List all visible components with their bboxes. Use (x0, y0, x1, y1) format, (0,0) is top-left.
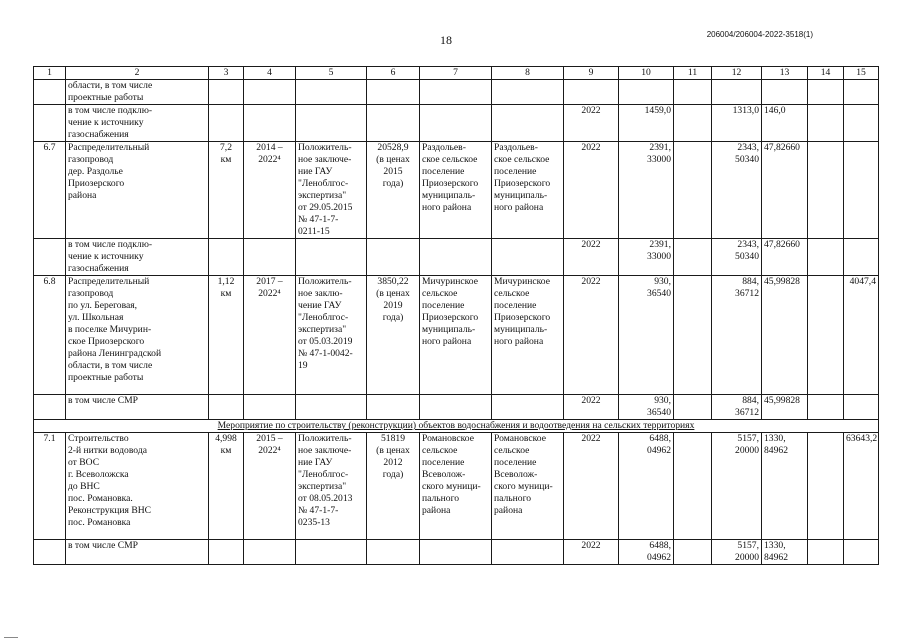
table-cell: 1313,0 (712, 105, 762, 142)
table-cell (296, 239, 367, 276)
section-row (34, 420, 879, 433)
table-cell (808, 433, 844, 540)
table-cell: 45,99828 (762, 276, 808, 395)
table-cell (674, 395, 712, 420)
header-cell: 14 (808, 67, 844, 80)
header-cell: 3 (209, 67, 244, 80)
header-cell: 2 (66, 67, 209, 80)
table-cell: 930, 36540 (619, 395, 674, 420)
table-cell: 2022 (564, 395, 619, 420)
table-cell: 884, 36712 (712, 276, 762, 395)
table-cell: 1459,0 (619, 105, 674, 142)
table-cell (674, 276, 712, 395)
table-cell (209, 80, 244, 105)
table-cell: в том числе СМР (66, 395, 209, 420)
table-cell: 6.7 (34, 142, 66, 239)
table-cell (244, 395, 296, 420)
table-cell (492, 80, 564, 105)
header-cell: 1 (34, 67, 66, 80)
table-cell: 2022 (564, 105, 619, 142)
table-cell: 45,99828 (762, 395, 808, 420)
table-cell: Распределительный газопровод дер. Раздолье Приозерского района (66, 142, 209, 239)
table-cell (34, 105, 66, 142)
table-cell: Положитель- ное заключе- ние ГАУ "Леноблгос- экспертиза" от 29.05.2015 № 47-1-7- 0211-15 (296, 142, 367, 239)
table-cell (674, 433, 712, 540)
table-cell: 5157, 20000 (712, 433, 762, 540)
table-cell: Романовское сельское поселение Всеволож- ского муници- пального района (420, 433, 492, 540)
table-cell: Положитель- ное заключе- ние ГАУ "Леноблгос- экспертиза" от 08.05.2013 № 47-1-7- 0235-13 (296, 433, 367, 540)
table-cell (808, 239, 844, 276)
table-cell: Романовское сельское поселение Всеволож- ского муници- пального района (492, 433, 564, 540)
table-cell (762, 80, 808, 105)
table-cell (244, 105, 296, 142)
table-cell: Положитель- ное заклю- чение ГАУ "Леноблгос- экспертиза" от 05.03.2019 № 47-1-0042- 19 (296, 276, 367, 395)
table-cell (674, 105, 712, 142)
table-row (34, 80, 879, 105)
table-cell (492, 239, 564, 276)
table-cell: 2391, 33000 (619, 239, 674, 276)
table-cell (34, 395, 66, 420)
table-cell (367, 239, 420, 276)
table-cell: 7,2 км (209, 142, 244, 239)
table-cell (367, 540, 420, 565)
table-cell (367, 395, 420, 420)
table-cell: 6488, 04962 (619, 433, 674, 540)
table-row (34, 433, 879, 540)
table-cell: 3850,22 (в ценах 2019 года) (367, 276, 420, 395)
table-cell (34, 80, 66, 105)
table-cell (808, 395, 844, 420)
table-cell: 2015 – 2022⁴ (244, 433, 296, 540)
table-cell: 2343, 50340 (712, 239, 762, 276)
table-cell: 2022 (564, 276, 619, 395)
section-title: Мероприятие по строительству (реконструкции) объектов водоснабжения и водоотведения на сельских территориях (34, 420, 879, 433)
table-cell (808, 142, 844, 239)
table-cell: 47,82660 (762, 142, 808, 239)
header-cell: 11 (674, 67, 712, 80)
table-cell: 1330, 84962 (762, 433, 808, 540)
table-cell (244, 80, 296, 105)
table-cell (808, 276, 844, 395)
table-cell: Строительство 2-й нитки водовода от ВОС г. Всеволожска до ВНС пос. Романовка. Реконструкция ВНС пос. Романовка (66, 433, 209, 540)
page-number: 18 (440, 33, 452, 47)
table-cell (420, 395, 492, 420)
page-corner-mark (4, 637, 18, 638)
table-cell: 2022 (564, 142, 619, 239)
table-cell: 2022 (564, 239, 619, 276)
table-cell: 4,998 км (209, 433, 244, 540)
table-cell (367, 80, 420, 105)
table-cell: 2343, 50340 (712, 142, 762, 239)
table-cell (209, 105, 244, 142)
table-cell (674, 239, 712, 276)
table-cell: в том числе подклю- чение к источнику газоснабжения (66, 105, 209, 142)
table-cell: области, в том числе проектные работы (66, 80, 209, 105)
table-cell (244, 540, 296, 565)
table-cell: 1,12 км (209, 276, 244, 395)
table-cell (34, 239, 66, 276)
table-cell: в том числе подклю- чение к источнику газоснабжения (66, 239, 209, 276)
table-cell (209, 395, 244, 420)
table-cell (420, 80, 492, 105)
table-cell: в том числе СМР (66, 540, 209, 565)
table-cell (209, 540, 244, 565)
table-cell: Раздольев- ское сельское поселение Приозерского муниципаль- ного района (420, 142, 492, 239)
table-row (34, 395, 879, 420)
table-cell (296, 540, 367, 565)
table-cell (420, 239, 492, 276)
table-cell (712, 80, 762, 105)
header-cell: 15 (844, 67, 879, 80)
table-cell (844, 80, 879, 105)
table-header-row (34, 67, 879, 80)
table-cell (844, 142, 879, 239)
table-cell: 2014 – 2022⁴ (244, 142, 296, 239)
header-cell: 6 (367, 67, 420, 80)
table-cell (674, 540, 712, 565)
header-cell: 4 (244, 67, 296, 80)
table-cell (808, 540, 844, 565)
table-row (34, 540, 879, 565)
table-cell: 5157, 20000 (712, 540, 762, 565)
table-row (34, 276, 879, 395)
table-cell (420, 105, 492, 142)
table-row (34, 142, 879, 239)
header-cell: 13 (762, 67, 808, 80)
table-cell: Раздольев- ское сельское поселение Приозерского муниципаль- ного района (492, 142, 564, 239)
header-cell: 8 (492, 67, 564, 80)
table-cell (296, 105, 367, 142)
table-row (34, 239, 879, 276)
table-row (34, 105, 879, 142)
table-cell (209, 239, 244, 276)
table-cell (492, 540, 564, 565)
table-cell: 63643,2 (844, 433, 879, 540)
table-cell (844, 239, 879, 276)
table-cell (420, 540, 492, 565)
table-cell: 7.1 (34, 433, 66, 540)
table-cell (844, 395, 879, 420)
table-cell (367, 105, 420, 142)
header-cell: 5 (296, 67, 367, 80)
table-cell: 2391, 33000 (619, 142, 674, 239)
table-cell (296, 80, 367, 105)
table-cell: 884, 36712 (712, 395, 762, 420)
table-cell: 2022 (564, 540, 619, 565)
table-cell (619, 80, 674, 105)
table-cell: 20528,9 (в ценах 2015 года) (367, 142, 420, 239)
table-cell: 2022 (564, 433, 619, 540)
table-cell: 47,82660 (762, 239, 808, 276)
table-cell (674, 80, 712, 105)
table-body (34, 67, 879, 565)
table-cell (844, 105, 879, 142)
table-cell: Распределительный газопровод по ул. Береговая, ул. Школьная в поселке Мичурин- ское Приозерского района Ленинградской области, в том числе проектные работы (66, 276, 209, 395)
header-cell: 9 (564, 67, 619, 80)
table-cell (492, 395, 564, 420)
table-cell (564, 80, 619, 105)
table-cell: 1330, 84962 (762, 540, 808, 565)
table-cell: Мичуринское сельское поселение Приозерского муниципаль- ного района (492, 276, 564, 395)
data-table (33, 66, 879, 565)
table-cell: 930, 36540 (619, 276, 674, 395)
table-cell: 2017 – 2022⁴ (244, 276, 296, 395)
table-cell: 146,0 (762, 105, 808, 142)
table-cell (808, 80, 844, 105)
table-cell: 4047,4 (844, 276, 879, 395)
table-cell: Мичуринское сельское поселение Приозерского муниципаль- ного района (420, 276, 492, 395)
table-cell (34, 540, 66, 565)
header-cell: 12 (712, 67, 762, 80)
table-cell (844, 540, 879, 565)
header-cell: 10 (619, 67, 674, 80)
table-cell (244, 239, 296, 276)
table-cell (808, 105, 844, 142)
document-id: 206004/206004-2022-3518(1) (706, 30, 813, 39)
table-cell: 51819 (в ценах 2012 года) (367, 433, 420, 540)
header-cell: 7 (420, 67, 492, 80)
table-cell: 6488, 04962 (619, 540, 674, 565)
table-cell (492, 105, 564, 142)
table-cell (674, 142, 712, 239)
table-cell: 6.8 (34, 276, 66, 395)
table-cell (296, 395, 367, 420)
